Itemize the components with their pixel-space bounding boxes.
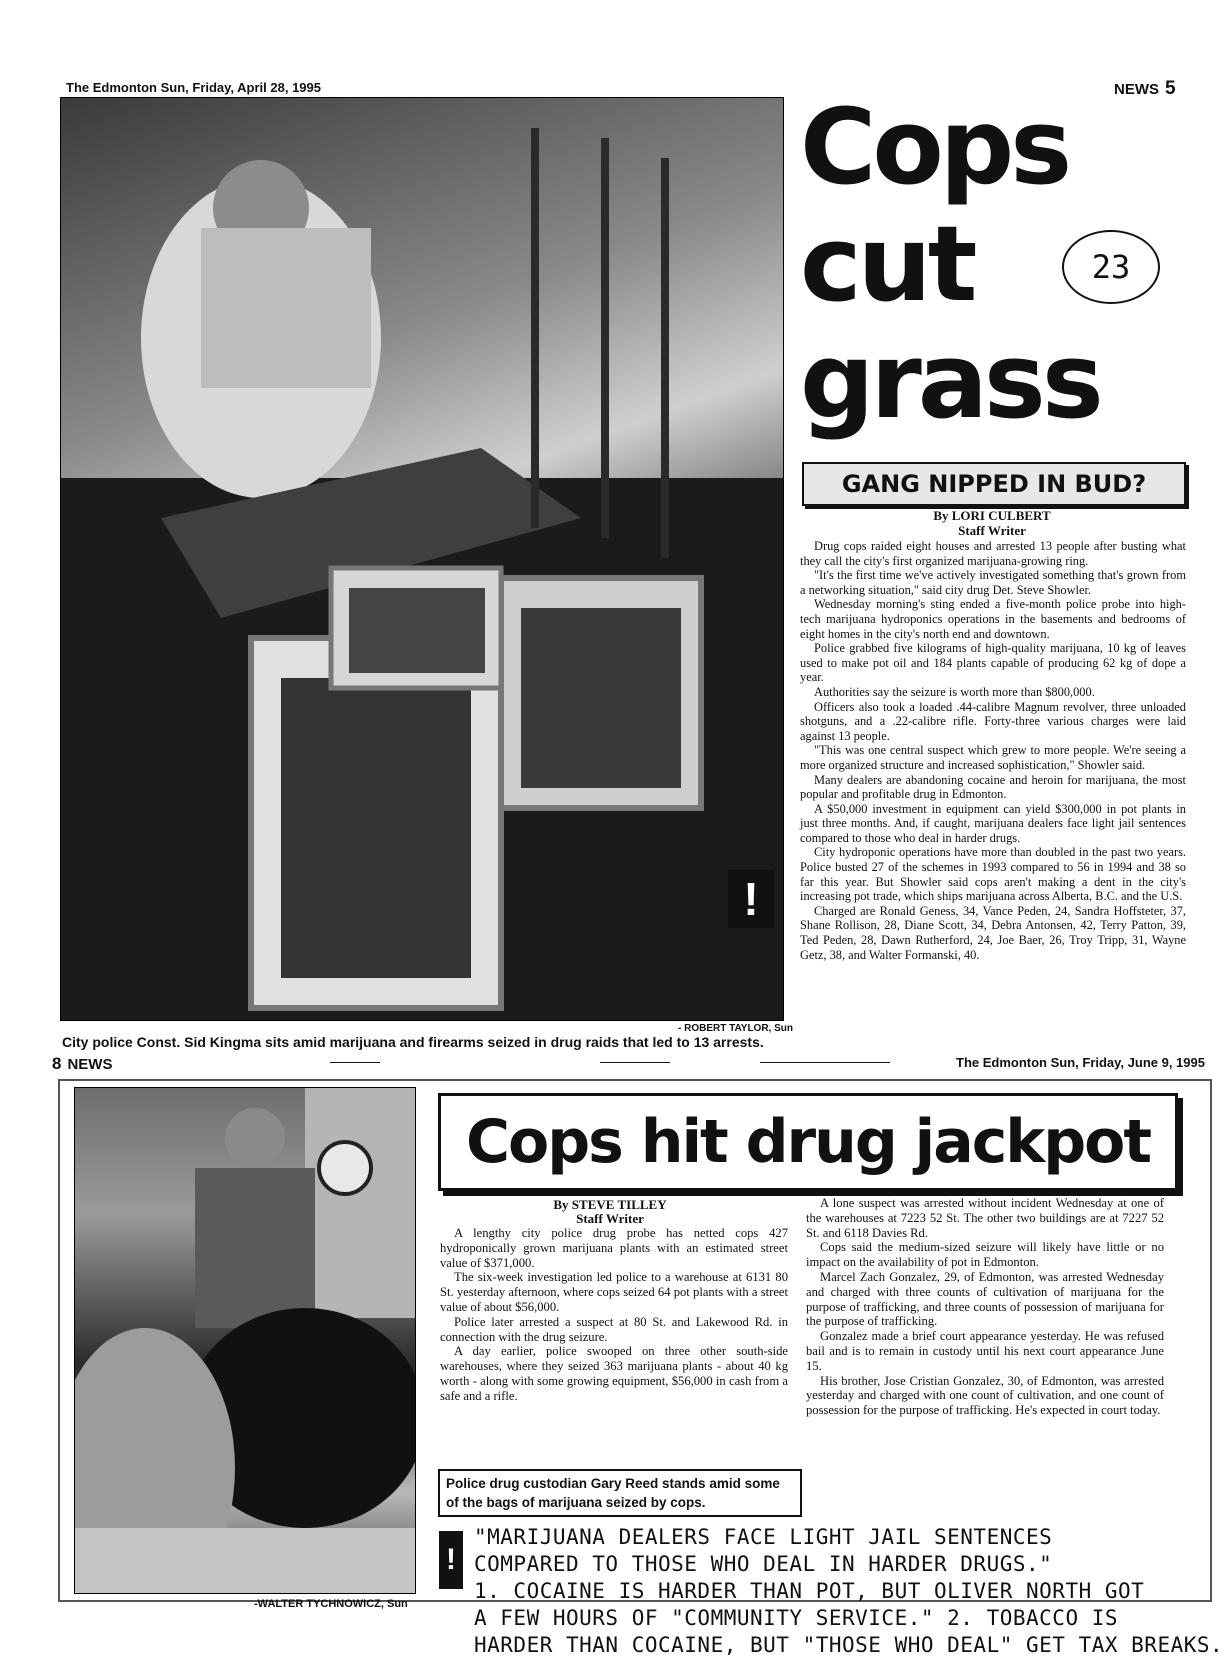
page-headline-2: Cops hit drug jackpot — [438, 1093, 1178, 1191]
article-paragraph: Authorities say the seizure is worth more than $800,000. — [814, 684, 1095, 699]
section-name-2: NEWS — [67, 1056, 113, 1073]
divider — [600, 1062, 670, 1063]
note-line: A FEW HOURS OF "COMMUNITY SERVICE." 2. TOBACCO IS — [474, 1606, 1119, 1630]
byline-role-2: Staff Writer — [576, 1211, 644, 1226]
article-column-b — [806, 1196, 1164, 1418]
photo-credit-2: -WALTER TYCHNOWICZ, Sun — [254, 1598, 408, 1610]
photo-caption-2: Police drug custodian Gary Reed stands amid some of the bags of marijuana seized by cops. — [438, 1469, 802, 1517]
article-paragraph: The six-week investigation led police to a warehouse at 6131 80 St. yesterday afternoon, where cops seized 64 pot plants with a street value of about $56,000. — [440, 1270, 788, 1314]
photo-illustration — [61, 98, 783, 1020]
article-paragraph: Charged are Ronald Geness, 34, Vance Peden, 24, Sandra Hoffsteter, 37, Shane Rollison, 28, Diane Scott, 34, Debra Antonsen, 42, Terry Patton, 39, Ted Peden, 28, Dawn Rutherford, 24, Joe Baer, 26, Troy Tripp, 31, Wayne Getz, 38, and Walter Formanski, 40. — [800, 903, 1186, 962]
article-paragraph: His brother, Jose Cristian Gonzalez, 30, of Edmonton, was arrested yesterday and charged with one count of cultivation, and one count of possession for the purpose of trafficking. He's expected in court today. — [806, 1373, 1164, 1418]
photo-caption: City police Const. Sid Kingma sits amid marijuana and firearms seized in drug raids that led to 13 arrests. — [62, 1034, 764, 1050]
handwritten-circled-number: 23 — [1062, 230, 1160, 304]
note-line: COMPARED TO THOSE WHO DEAL IN HARDER DRUGS." — [474, 1552, 1053, 1576]
headline-word: Cops — [800, 86, 1069, 208]
section-name: NEWS — [1114, 81, 1159, 98]
article-paragraph: Cops said the medium-sized seizure will likely have little or no impact on the availability of pot in Edmonton. — [806, 1240, 1164, 1270]
divider — [330, 1062, 380, 1063]
subheadline: GANG NIPPED IN BUD? — [802, 462, 1186, 506]
divider — [760, 1062, 890, 1063]
masthead-date: The Edmonton Sun, Friday, April 28, 1995 — [66, 80, 321, 95]
note-line: "MARIJUANA DEALERS FACE LIGHT JAIL SENTENCES — [474, 1525, 1053, 1549]
article-paragraph: Drug cops raided eight houses and arrested 13 people after busting what they call the city's first organized marijuana-growing ring. — [800, 539, 1186, 568]
page-number: 5 — [1165, 78, 1176, 99]
page-number-2: 8 — [52, 1054, 62, 1073]
article-column-a — [440, 1226, 788, 1404]
byline-2 — [440, 1198, 780, 1226]
custodian-photo — [74, 1087, 416, 1594]
exclamation-marker-2: ! — [439, 1531, 463, 1589]
handwritten-note — [474, 1524, 1224, 1659]
article-paragraph: Police later arrested a suspect at 80 St. and Lakewood Rd. in connection with the drug seizure. — [440, 1314, 788, 1344]
article-paragraph: A day earlier, police swooped on three other south-side warehouses, where they seized 363 marijuana plants - about 40 kg worth - along with some growing equipment, $56,000 in cash from a safe and a rifle. — [440, 1344, 788, 1403]
article-paragraph: Officers also took a loaded .44-calibre Magnum revolver, three unloaded shotguns, and a .22-calibre rifle. Forty-three various charges were laid against 13 people. — [800, 699, 1186, 743]
exclamation-marker: ! — [728, 870, 774, 928]
section-label-2 — [52, 1054, 112, 1074]
article-paragraph: A $50,000 investment in equipment can yield $300,000 in pot plants in just three months. And, if caught, marijuana dealers face light jail sentences compared to those who deal in harder drugs. — [800, 801, 1186, 845]
byline-author: By LORI CULBERT — [933, 508, 1051, 523]
article-paragraph: Police grabbed five kilograms of high-quality marijuana, 10 kg of leaves used to make pot oil and 184 plants capable of producing 62 kg of dope a year. — [800, 641, 1186, 685]
article-paragraph: Many dealers are abandoning cocaine and heroin for marijuana, the most popular and profitable drug in Edmonton. — [800, 772, 1186, 802]
article-paragraph: A lone suspect was arrested without incident Wednesday at one of the warehouses at 7223 52 St. The other two buildings are at 7227 52 St. and 6118 Davies Rd. — [806, 1196, 1164, 1240]
headline-word: grass — [800, 320, 1100, 442]
article-paragraph: "It's the first time we've actively investigated something that's grown from a networking situation," said city drug Det. Steve Showler. — [800, 568, 1186, 597]
headline-word: cut — [800, 203, 974, 325]
masthead-date-2: The Edmonton Sun, Friday, June 9, 1995 — [956, 1055, 1205, 1070]
byline-author-2: By STEVE TILLEY — [553, 1197, 667, 1212]
photo-credit: - ROBERT TAYLOR, Sun — [678, 1023, 793, 1034]
article-paragraph: "This was one central suspect which grew to more people. We're seeing a more organized structure and increased sophistication," Showler said. — [800, 743, 1186, 772]
photo-illustration-2 — [75, 1088, 415, 1593]
article-paragraph: Gonzalez made a brief court appearance yesterday. He was refused bail and is to remain in custody until his next court appearance June 15. — [806, 1329, 1164, 1373]
byline — [802, 508, 1182, 538]
drug-seizure-photo — [60, 97, 784, 1021]
article-paragraph: Wednesday morning's sting ended a five-month police probe into high-tech marijuana hydroponics operations in the basements and bedrooms of eight homes in the city's north end and downtown. — [800, 597, 1186, 641]
note-line: 1. COCAINE IS HARDER THAN POT, BUT OLIVER NORTH GOT — [474, 1579, 1145, 1603]
article-body — [800, 539, 1186, 962]
byline-role: Staff Writer — [958, 523, 1026, 538]
note-line: HARDER THAN COCAINE, BUT "THOSE WHO DEAL" GET TAX BREAKS. — [474, 1633, 1224, 1657]
article-paragraph: Marcel Zach Gonzalez, 29, of Edmonton, was arrested Wednesday and charged with three counts of cultivation of marijuana for the purpose of trafficking, and three counts of possession of marijuana for the purpose of trafficking. — [806, 1269, 1164, 1329]
article-paragraph: City hydroponic operations have more than doubled in the past two years. Police busted 27 of the schemes in 1993 compared to 56 in 1994 and 38 so far this year. But Showler said cops aren't making a dent in the city's increasing pot trade, which ships marijuana across Alberta, B.C. and the U.S. — [800, 845, 1186, 904]
article-paragraph: A lengthy city police drug probe has netted cops 427 hydroponically grown marijuana plants with an estimated street value of $371,000. — [440, 1226, 788, 1270]
